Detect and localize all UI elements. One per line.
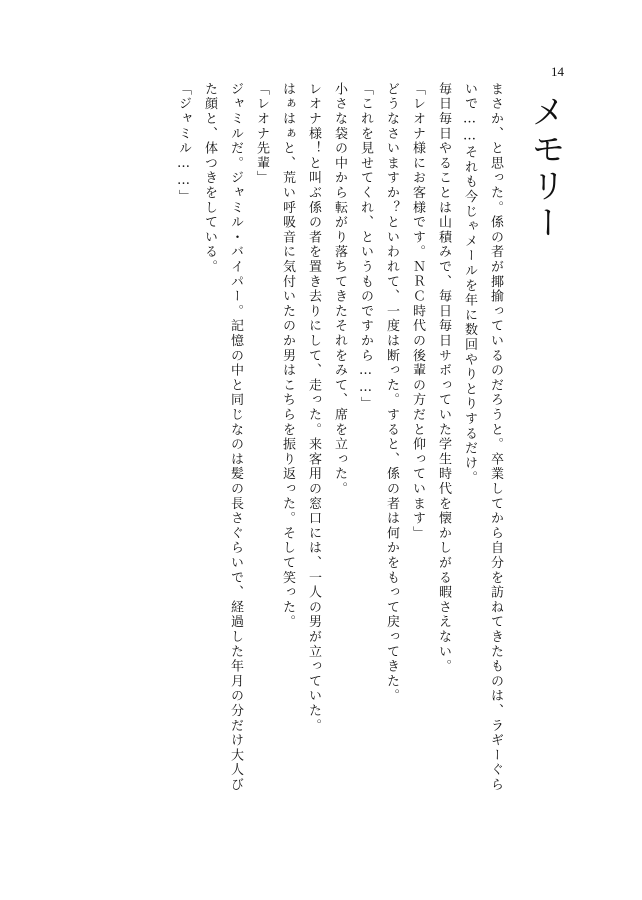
text-line: レオナ様！と叫ぶ係の者を置き去りにして、走った。来客用の窓口には、一人の男が立っていた。: [306, 82, 321, 734]
text-line: どうなさいますか？といわれて、一度は断った。すると、係の者は何かをもって戻ってきた。: [384, 82, 399, 704]
text-line: た顔と、体つきをしている。: [202, 82, 217, 275]
text-line: 「レオナ先輩」: [254, 82, 269, 186]
text-line: いで……それも今じゃメールを年に数回やりとりするだけ。: [462, 82, 477, 486]
chapter-title: メモリー: [525, 94, 565, 242]
text-line: 小さな袋の中から転がり落ちてきたそれをみて、席を立った。: [332, 82, 347, 497]
body-text: [170, 82, 508, 862]
text-line: ジャミルだ。ジャミル・バイパー。記憶の中と同じなのは髪の長さぐらいで、経過した年月の分だけ大人び: [228, 82, 243, 793]
page-number: 14: [551, 64, 564, 79]
text-line: 「これを見せてくれ、というものですから……」: [358, 82, 373, 412]
text-line: 「ジャミル……」: [176, 82, 191, 205]
text-line: まさか、と思った。係の者が揶揄っているのだろうと。卒業してから自分を訪ねてきたものは、ラギーぐら: [488, 82, 503, 793]
text-line: 「レオナ様にお客様です。ＮＲＣ時代の後輩の方だと仰っています」: [410, 82, 425, 541]
text-line: 毎日毎日やることは山積みで、毎日毎日サボっていた学生時代を懐かしがる暇さえない。: [436, 82, 451, 674]
text-line: はぁはぁと、荒い呼吸音に気付いたのか男はこちらを振り返った。そして笑った。: [280, 82, 295, 630]
